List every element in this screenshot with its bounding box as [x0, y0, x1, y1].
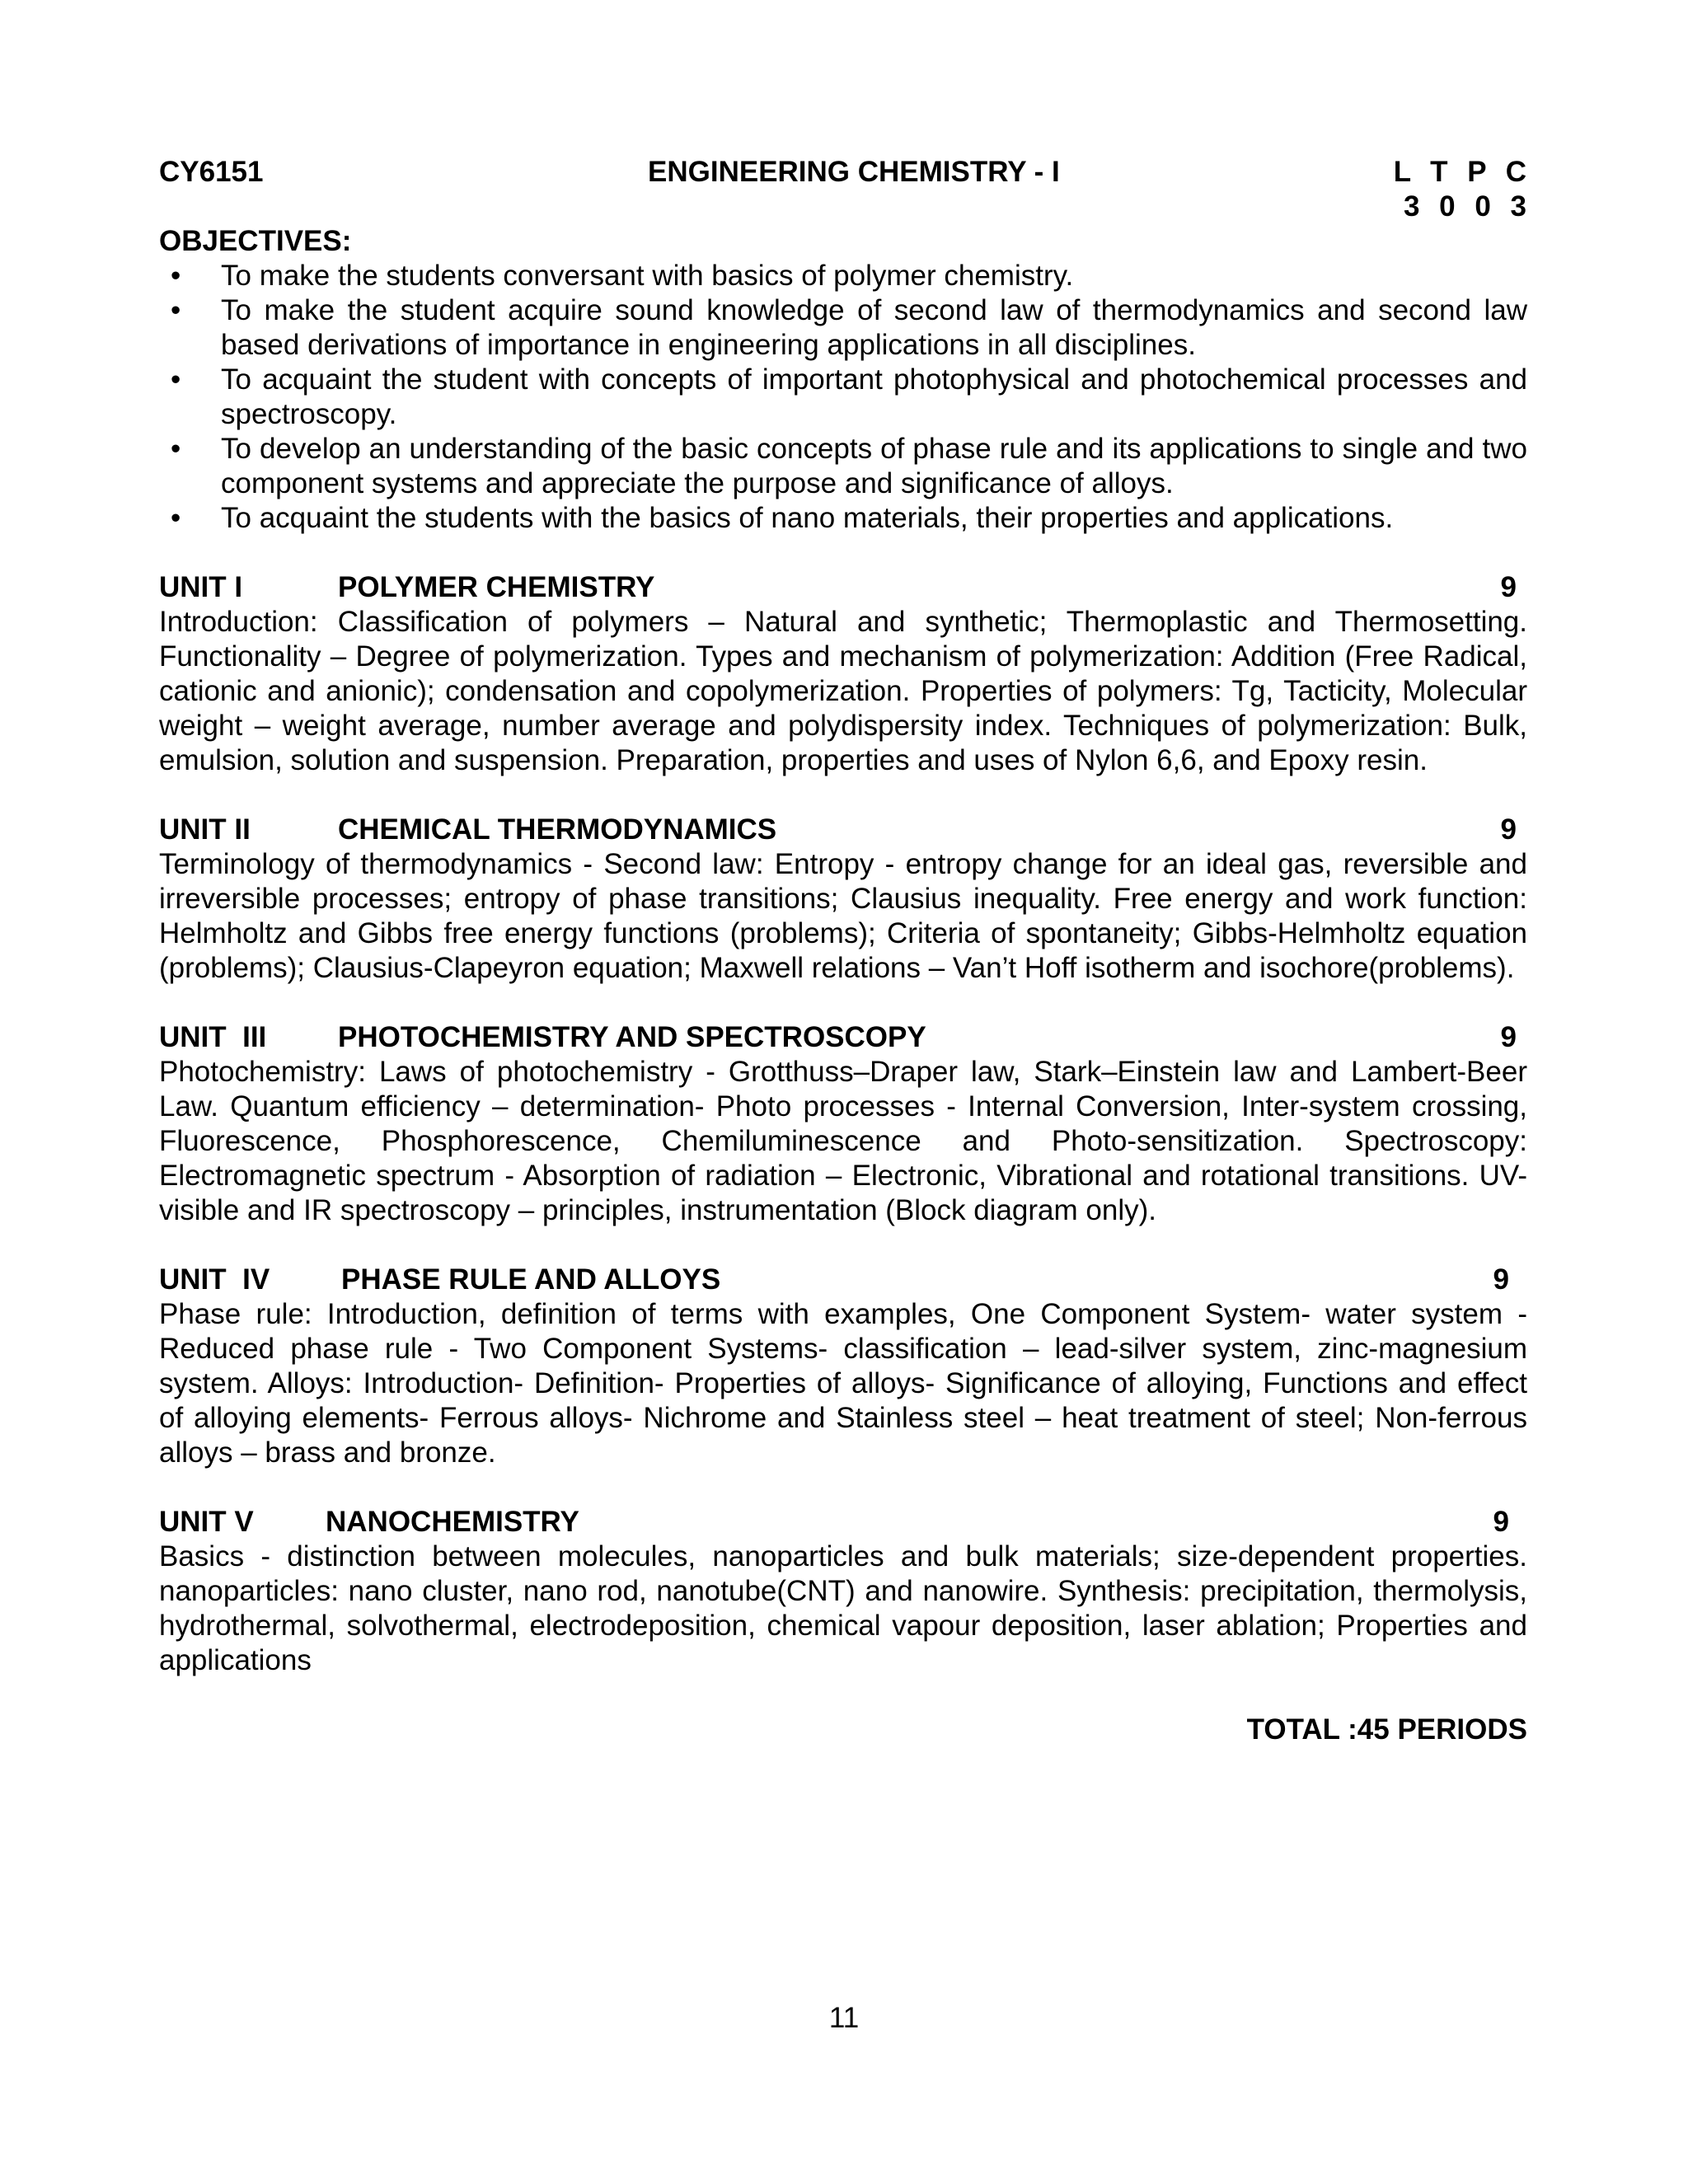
unit-4-section	[159, 1263, 1527, 1470]
objectives-heading: OBJECTIVES:	[159, 225, 352, 257]
unit-number: UNIT III	[159, 1021, 267, 1053]
objective-item: • To make the students conversant with basics of polymer chemistry.	[159, 259, 1527, 293]
unit-number: UNIT IV	[159, 1263, 270, 1296]
objective-item: • To develop an understanding of the basic concepts of phase rule and its applications to single and two component systems and appreciate the purpose and significance of alloys.	[159, 432, 1527, 501]
objective-item: • To acquaint the students with the basics of nano materials, their properties and applications.	[159, 501, 1527, 536]
unit-hours: 9	[1500, 813, 1517, 846]
unit-title: PHOTOCHEMISTRY AND SPECTROSCOPY	[338, 1021, 926, 1053]
page-number: 11	[828, 2002, 860, 2034]
unit-title: PHASE RULE AND ALLOYS	[341, 1263, 721, 1296]
ltpc-values: 3 0 0 3	[1403, 190, 1527, 223]
unit-hours: 9	[1493, 1263, 1509, 1296]
total-periods: TOTAL :45 PERIODS	[1246, 1713, 1527, 1746]
unit-2-section	[159, 813, 1527, 986]
unit-body: Phase rule: Introduction, definition of terms with examples, One Component System- water system - Reduced phase rule - Two Component Systems- classification – lead-silver system, zinc-magnesium system. Alloys: Introduction- Definition- Properties of alloys- Significance of alloying, Functions and effect of alloying elements- Ferrous alloys- Nichrome and Stainless steel – heat treatment of steel; Non-ferrous alloys – brass and bronze.	[159, 1298, 1527, 1469]
unit-heading	[159, 1505, 1527, 1540]
unit-body: Photochemistry: Laws of photochemistry - Grotthuss–Draper law, Stark–Einstein law and Lambert-Beer Law. Quantum efficiency – determination- Photo processes - Internal Conversion, Inter-system crossing, Fluorescence, Phosphorescence, Chemiluminescence and Photo-sensitization. Spectroscopy: Electromagnetic spectrum - Absorption of radiation – Electronic, Vibrational and rotational transitions. UV-visible and IR spectroscopy – principles, instrumentation (Block diagram only).	[159, 1056, 1527, 1226]
objective-item: • To acquaint the student with concepts of important photophysical and photochemical processes and spectroscopy.	[159, 363, 1527, 432]
unit-hours: 9	[1500, 571, 1517, 603]
unit-3-section	[159, 1020, 1527, 1228]
course-title: ENGINEERING CHEMISTRY - I	[648, 156, 1060, 188]
objective-item: • To make the student acquire sound knowledge of second law of thermodynamics and second law based derivations of importance in engineering applications in all disciplines.	[159, 293, 1527, 363]
course-code: CY6151	[159, 156, 264, 188]
unit-body: Introduction: Classification of polymers – Natural and synthetic; Thermoplastic and Thermosetting. Functionality – Degree of polymerization. Types and mechanism of polymerization: Addition (Free Radical, cationic and anionic); condensation and copolymerization. Properties of polymers: Tg, Tacticity, Molecular weight – weight average, number average and polydispersity index. Techniques of polymerization: Bulk, emulsion, solution and suspension. Preparation, properties and uses of Nylon 6,6, and Epoxy resin.	[159, 606, 1527, 776]
unit-5-section	[159, 1505, 1527, 1678]
unit-title: CHEMICAL THERMODYNAMICS	[338, 813, 777, 846]
unit-hours: 9	[1500, 1021, 1517, 1053]
unit-body: Terminology of thermodynamics - Second law: Entropy - entropy change for an ideal gas, reversible and irreversible processes; entropy of phase transitions; Clausius inequality. Free energy and work function: Helmholtz and Gibbs free energy functions (problems); Criteria of spontaneity; Gibbs-Helmholtz equation (problems); Clausius-Clapeyron equation; Maxwell relations – Van’t Hoff isotherm and isochore(problems).	[159, 848, 1527, 984]
unit-heading	[159, 813, 1527, 847]
unit-1-section	[159, 570, 1527, 778]
unit-heading	[159, 1020, 1527, 1055]
unit-body: Basics - distinction between molecules, nanoparticles and bulk materials; size-dependent properties. nanoparticles: nano cluster, nano rod, nanotube(CNT) and nanowire. Synthesis: precipitation, thermolysis, hydrothermal, solvothermal, electrodeposition, chemical vapour deposition, laser ablation; Properties and applications	[159, 1540, 1527, 1676]
course-header	[159, 155, 1527, 190]
ltpc-labels: L T P C	[1393, 156, 1527, 188]
unit-title: NANOCHEMISTRY	[326, 1506, 579, 1538]
unit-heading	[159, 1263, 1527, 1297]
unit-heading	[159, 570, 1527, 605]
objectives-list	[159, 259, 1527, 536]
unit-number: UNIT I	[159, 571, 243, 603]
unit-number: UNIT II	[159, 813, 251, 846]
syllabus-page	[159, 155, 1527, 1747]
unit-number: UNIT V	[159, 1506, 254, 1538]
unit-hours: 9	[1493, 1506, 1509, 1538]
unit-title: POLYMER CHEMISTRY	[338, 571, 655, 603]
